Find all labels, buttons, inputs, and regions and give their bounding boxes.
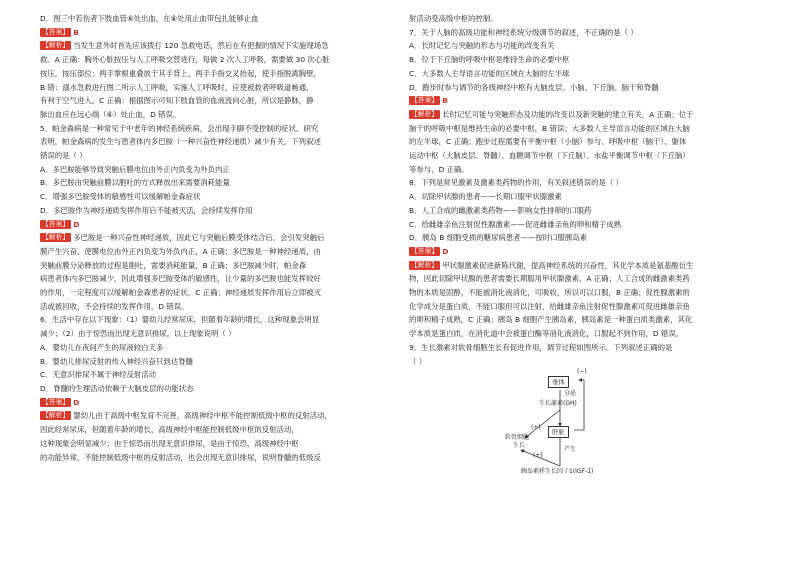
analysis-text: 当发生意外时首先应该拨打 120 急救电话，然后在有把握的情况下实施现场急 bbox=[73, 41, 329, 51]
text-line: A．多巴胺能够导致突触后膜电位由外正内负变为外负内正 bbox=[40, 164, 230, 174]
text-line: C．增强多巴胺受体的敏感性可以缓解帕金森症状 bbox=[40, 192, 201, 202]
answer-line bbox=[409, 94, 749, 108]
text-line: C．大多数人主导语言功能的区域在大脑的左半球 bbox=[409, 68, 570, 78]
text-line: 8．下列是常见激素及激素类药物的作用，有关叙述错误的是（ ） bbox=[409, 178, 623, 188]
answer-value: D bbox=[73, 397, 80, 407]
answer-value: B bbox=[73, 27, 79, 37]
text-line: D．跑步时参与调节的各级神经中枢有大脑皮层、小脑、下丘脑、脑干和脊髓 bbox=[409, 82, 659, 92]
text-line: B．多巴胺由突触前膜以胞吐的方式释放出来需要消耗能量 bbox=[40, 178, 230, 188]
text-line: A．长时记忆与突触的形态与功能的改变有关 bbox=[409, 41, 555, 51]
box-liver: 肝脏 bbox=[548, 426, 569, 438]
answer-tag: 【答案】 bbox=[42, 219, 70, 228]
text-line: 因此经常尿床，但随着年龄的增长，高级神经中枢能控制低级中枢的反射活动， bbox=[40, 425, 299, 435]
analysis-line bbox=[40, 231, 380, 245]
analysis-tag: 【解析】 bbox=[411, 109, 439, 118]
text-line: 物的本质是固醇，不能被消化液消化，可吸收，所以可以口服，B 正确；促性腺激素的 bbox=[409, 288, 690, 298]
label-gh: 生长激素(GH) bbox=[539, 400, 577, 408]
label-produce: 产生 bbox=[564, 446, 577, 454]
text-line: 按压，按压部位：两手掌根重叠放于其手背上，两手手指交叉抬起，使手指脱离胸壁， bbox=[40, 68, 321, 78]
answer-line bbox=[40, 26, 380, 40]
analysis-text: 甲状腺激素促进新陈代谢，提高神经系统的兴奋性，其化学本质是氨基酸衍生 bbox=[442, 260, 694, 270]
answer-line bbox=[409, 245, 749, 259]
text-line: 等参与，D 正确。 bbox=[409, 164, 469, 174]
text-line: 射活动受高级中枢的控制。 bbox=[409, 14, 498, 23]
text-line: 9．生长激素对软骨细胞生长有促进作用，调节过程如图所示。下列叙述正确的是 bbox=[409, 342, 673, 352]
answer-tag: 【答案】 bbox=[42, 397, 70, 406]
text-line: 的功能异常，不能控制低级中枢的反射活动，也会出现无意识排尿，说明脊髓的低级反 bbox=[40, 452, 321, 462]
text-line: 化学成分是蛋白质，不能口服但可以注射，给雌雄亲鱼注射促性腺激素可促进雌雄亲鱼 bbox=[409, 301, 690, 311]
gh-regulation-diagram bbox=[409, 368, 749, 498]
answer-value: D bbox=[73, 219, 80, 229]
text-line: 减少；（2）由于惊恐而出现无意识排尿。以上现象说明（ ） bbox=[40, 329, 236, 339]
text-line: 表明，帕金森病的发生与患者体内多巴胺（一种兴奋性神经递质）减少有关。下列叙述 bbox=[40, 137, 321, 147]
text-line: 6．生活中存在以下现象：（1）婴幼儿经常尿床，但随着年龄的增长，这种现象会明显 bbox=[40, 315, 320, 325]
text-line: 救。A 正确：胸外心脏按压与人工呼吸交替进行，每做 2 次人工呼吸，需要做 30 次心脏 bbox=[40, 55, 330, 65]
text-line: 学本质是蛋白质，在消化道中会被蛋白酶等消化液消化，口服起不到作用，D 错误。 bbox=[409, 329, 684, 339]
text-line: 物，因此切除甲状腺的患者需要长期服用甲状腺激素，A 正确；人工合成的雌激素类药 bbox=[409, 274, 690, 284]
text-line: 运动中枢（大脑皮层、脊髓）、血糖调节中枢（下丘脑）、水盐平衡调节中枢（下丘脑） bbox=[409, 151, 690, 161]
analysis-text: 长时记忆可能与突触形态及功能的改变以及新突触的建立有关，A 正确；位于 bbox=[442, 109, 694, 119]
text-line: 5．帕金森病是一种常见于中老年的神经系统疾病，会出现手脚不受控制的症状。研究 bbox=[40, 123, 319, 133]
text-line: 膜产生兴奋，使膜电位由外正内负变为外负内正，A 正确；多巴胺是一种神经递质，由 bbox=[40, 246, 321, 256]
box-pituitary: 垂体 bbox=[548, 376, 569, 388]
label-cell: 软骨细胞 bbox=[505, 434, 530, 442]
analysis-tag: 【解析】 bbox=[42, 41, 70, 50]
left-column bbox=[40, 12, 380, 464]
analysis-line bbox=[409, 108, 749, 122]
right-column bbox=[409, 12, 749, 498]
text-line: 脉出血应在远心端（⑥）处止血，D 错误。 bbox=[40, 109, 181, 119]
text-line: D．多巴胺作为神经递质发挥作用后不能被灭活，会持续发挥作用 bbox=[40, 205, 253, 215]
answer-tag: 【答案】 bbox=[411, 96, 439, 105]
diagram-arrows bbox=[409, 368, 749, 498]
answer-line bbox=[40, 396, 380, 410]
text-line: 病患者体内多巴胺减少，因此增强多巴胺受体的敏感性，让少量的多巴胺也能发挥较好 bbox=[40, 274, 321, 284]
text-line: B．人工合成的雌激素类药物——影响女性排卵的口服药 bbox=[409, 205, 592, 215]
analysis-line bbox=[40, 409, 380, 423]
text-line: （ ） bbox=[409, 356, 427, 366]
text-line: 的卵和精子成熟，C 正确；胰岛 B 细胞产生胰岛素，胰岛素是一种蛋白质类激素，其化 bbox=[409, 315, 693, 325]
analysis-line bbox=[409, 259, 749, 273]
text-line: C．无意识排尿不属于神经反射活动 bbox=[40, 370, 157, 380]
label-plus-2: (+) bbox=[533, 452, 543, 460]
text-line: 活或被回收，不会持续的发挥作用，D 错误。 bbox=[40, 301, 189, 311]
text-line: C．给雌雄亲鱼注射促性腺激素——促进雌雄亲鱼的卵和精子成熟 bbox=[409, 219, 622, 229]
text-line: D．图三中若伤者下肢血管⑥处出血，在⑥处用止血带包扎能够止血 bbox=[40, 14, 259, 23]
answer-tag: 【答案】 bbox=[42, 27, 70, 36]
text-line: B 错：溺水急救进行图二所示人工呼吸，实施人工呼吸时，应使被救者呼吸道畅通， bbox=[40, 82, 314, 92]
answer-line bbox=[40, 218, 380, 232]
label-minus: (−) bbox=[577, 368, 587, 376]
answer-value: B bbox=[442, 96, 448, 106]
text-line: 的左半球，C 正确；跑步过程需要有平衡中枢（小脑）参与、呼吸中枢（脑干）、躯体 bbox=[409, 137, 687, 147]
text-line: D．胰岛 B 细胞受损的糖尿病患者——按时口服胰岛素 bbox=[409, 233, 588, 243]
analysis-line bbox=[40, 39, 380, 53]
analysis-text: 婴幼儿由于高级中枢发育不完善，高级神经中枢不能控制低级中枢的反射活动， bbox=[73, 411, 332, 421]
answer-tag: 【答案】 bbox=[411, 246, 439, 255]
analysis-tag: 【解析】 bbox=[42, 233, 70, 242]
label-grow: 生长 bbox=[513, 442, 526, 450]
text-line: 的作用，一定程度可以缓解帕金森患者的症状，C 正确；神经递质发挥作用后立即被灭 bbox=[40, 288, 321, 298]
text-line: 有利于空气进入。C 正确：根据图示可知下肢血管的血液流向心脏，所以是静脉，静 bbox=[40, 96, 314, 106]
label-plus-1: (+) bbox=[531, 424, 541, 432]
answer-value: D bbox=[442, 246, 449, 256]
text-line: D．脊髓的生理活动依赖于大脑皮层的功能状态 bbox=[40, 383, 194, 393]
text-line: 7．关于人脑的高级功能和神经系统分级调节的叙述，不正确的是（ ） bbox=[409, 27, 638, 37]
text-line: 错误的是（ ） bbox=[40, 151, 87, 161]
text-line: B．位于下丘脑的呼吸中枢是维持生命的必要中枢 bbox=[409, 55, 570, 65]
text-line: 脑干的呼吸中枢是维持生命的必要中枢，B 错误；大多数人主导语言功能的区域在大脑 bbox=[409, 123, 690, 133]
text-line: A．切除甲状腺的患者——长期口服甲状腺激素 bbox=[409, 192, 562, 202]
label-secrete: 分泌 bbox=[564, 390, 577, 398]
text-line: A．婴幼儿在夜间产生的尿液较白天多 bbox=[40, 342, 164, 352]
analysis-tag: 【解析】 bbox=[411, 260, 439, 269]
text-line: 这种现象会明显减少；由于惊恐而出现无意识排尿，是由于惊恐，高级神经中枢 bbox=[40, 438, 299, 448]
text-line: 突触前膜分泌释放的过程是胞吐，需要消耗能量，B 正确；多巴胺减少时，帕金森 bbox=[40, 260, 307, 270]
text-line: B．婴幼儿排尿反射的传入神经兴奋只到达脊髓 bbox=[40, 356, 193, 366]
analysis-text: 多巴胺是一种兴奋性神经递质，因此它与突触后膜受体结合后，会引发突触后 bbox=[73, 233, 325, 243]
analysis-tag: 【解析】 bbox=[42, 411, 70, 420]
label-igf: 胰岛素样生长因子1(IGF-1) bbox=[521, 468, 594, 476]
